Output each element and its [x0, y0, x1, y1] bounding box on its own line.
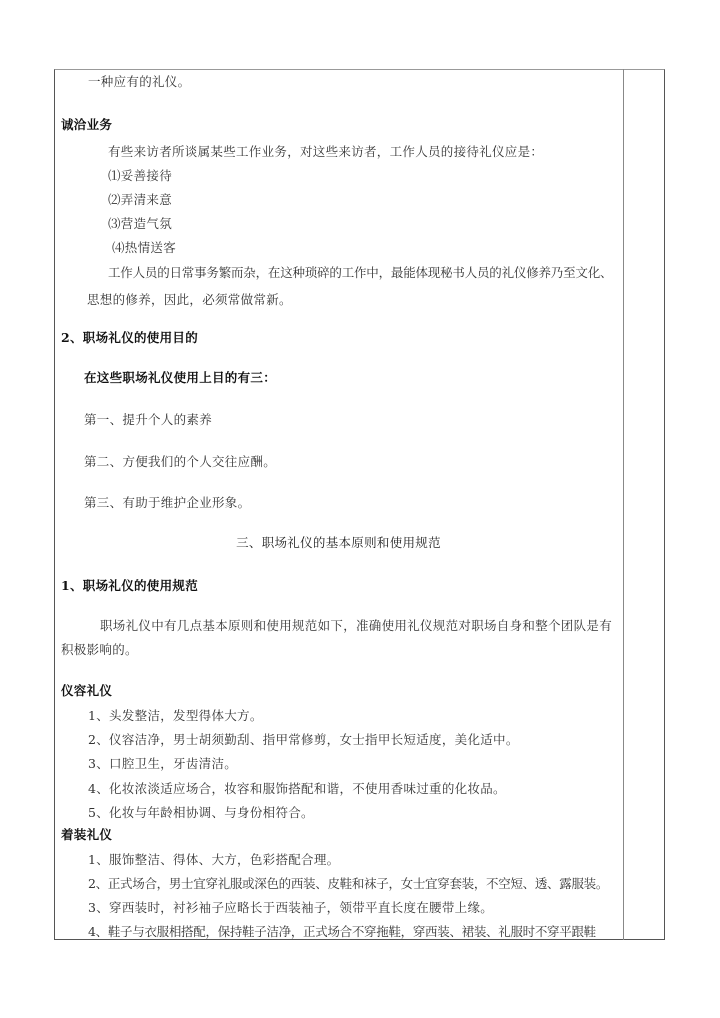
list-item: 2、仪容洁净，男士胡须勤刮、指甲常修剪，女士指甲长短适度，美化适中。 — [88, 732, 519, 747]
section-heading-norms: 1、职场礼仪的使用规范 — [61, 578, 198, 593]
paragraph-line: 工作人员的日常事务繁而杂，在这种琐碎的工作中，最能体现秘书人员的礼仪修养乃至文化、 — [108, 265, 613, 280]
paragraph-line: 一种应有的礼仪。 — [88, 74, 191, 89]
section-heading-purpose: 2、职场礼仪的使用目的 — [61, 330, 198, 345]
list-item: 5、化妆与年龄相协调、与身份相符合。 — [88, 805, 314, 820]
list-item: ⑴妥善接待 — [108, 168, 173, 183]
section-heading-appearance: 仪容礼仪 — [61, 683, 113, 698]
list-item: 4、化妆浓淡适应场合，妆容和服饰搭配和谐，不使用香味过重的化妆品。 — [88, 781, 506, 796]
list-item: 3、穿西装时，衬衫袖子应略长于西装袖子，领带平直长度在腰带上缘。 — [88, 900, 494, 915]
list-item: 4、鞋子与衣服相搭配，保持鞋子洁净，正式场合不穿拖鞋，穿西装、裙装、礼服时不穿平跟鞋 — [88, 924, 596, 939]
list-item: 1、头发整洁，发型得体大方。 — [88, 708, 263, 723]
list-item: 第三、有助于维护企业形象。 — [84, 495, 251, 510]
paragraph-line: 有些来访者所谈属某些工作业务，对这些来访者，工作人员的接待礼仪应是： — [108, 144, 544, 159]
section-heading-attire: 着装礼仪 — [61, 827, 113, 842]
subheading: 在这些职场礼仪使用上目的有三： — [84, 370, 277, 385]
list-item: 第二、方便我们的个人交往应酬。 — [84, 454, 277, 469]
list-item: ⑶营造气氛 — [108, 216, 173, 231]
list-item: 第一、提升个人的素养 — [84, 412, 213, 427]
list-item: 2、正式场合，男士宜穿礼服或深色的西装、皮鞋和袜子，女士宜穿套装，不空短、透、露服装。 — [88, 876, 609, 891]
list-item: 3、口腔卫生，牙齿清洁。 — [88, 756, 238, 771]
section-heading-chengqia: 诚洽业务 — [61, 117, 113, 132]
paragraph-line: 职场礼仪中有几点基本原则和使用规范如下，准确使用礼仪规范对职场自身和整个团队是有 — [100, 618, 613, 633]
paragraph-line: 积极影响的。 — [61, 642, 138, 657]
content-cell — [55, 70, 622, 939]
chapter-heading: 三、职场礼仪的基本原则和使用规范 — [236, 535, 441, 550]
list-item: 1、服饰整洁、得体、大方，色彩搭配合理。 — [88, 852, 340, 867]
list-item: ⑵弄清来意 — [108, 192, 173, 207]
paragraph-line: 思想的修养，因此，必须常做常新。 — [87, 292, 292, 307]
table-column-divider — [623, 69, 624, 940]
list-item: ⑷热情送客 — [112, 240, 177, 255]
